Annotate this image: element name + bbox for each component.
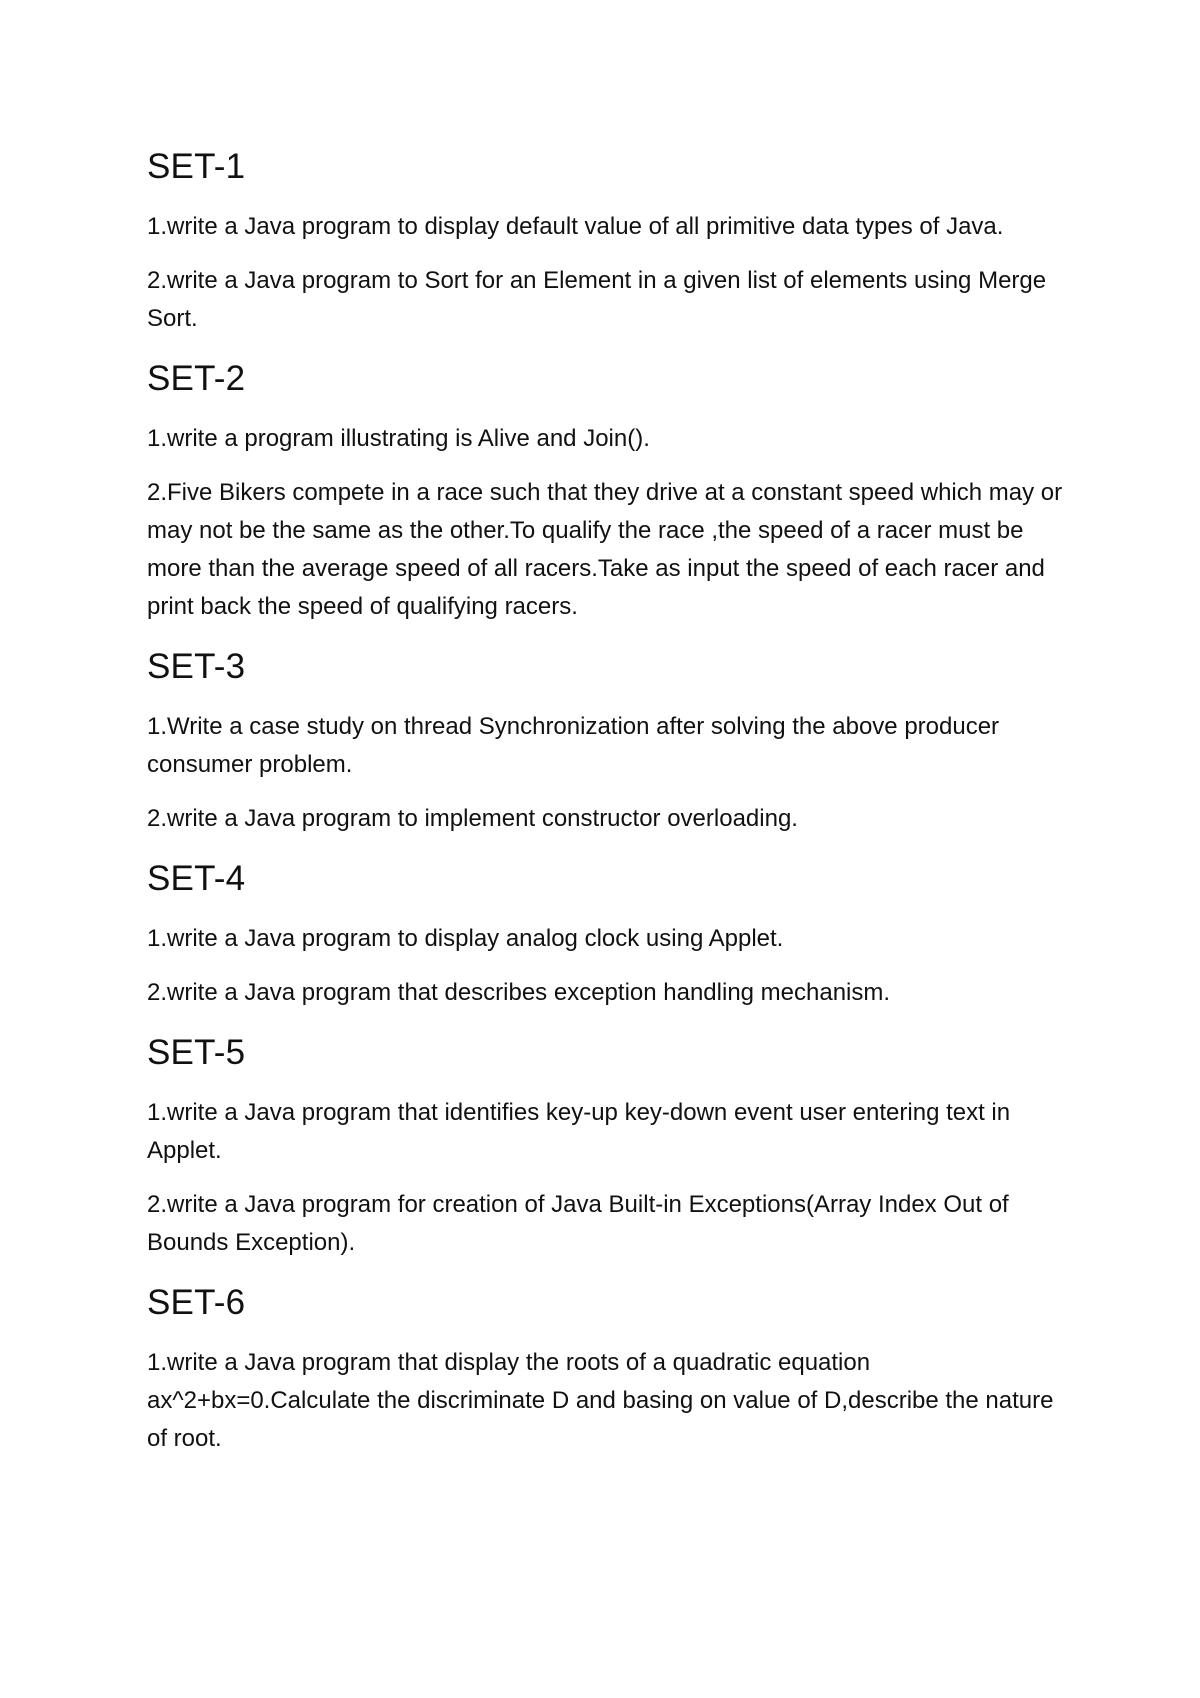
set-1-question-2: 2.write a Java program to Sort for an Element in a given list of elements using Merge Sort. bbox=[147, 267, 1047, 332]
set-3-question-2: 2.write a Java program to implement constructor overloading. bbox=[147, 805, 798, 832]
set-5-question-1: 1.write a Java program that identifies key-up key-down event user entering text in Applet. bbox=[147, 1099, 1011, 1164]
set-4-section bbox=[147, 858, 1077, 1012]
set-6-section bbox=[147, 1282, 1077, 1458]
set-5-question-2: 2.write a Java program for creation of Java Built-in Exceptions(Array Index Out of Bounds Exception). bbox=[147, 1191, 1009, 1256]
set-4-question-2: 2.write a Java program that describes exception handling mechanism. bbox=[147, 979, 891, 1006]
set-6-title: SET-6 bbox=[147, 1283, 246, 1322]
set-1-question-1: 1.write a Java program to display default value of all primitive data types of Java. bbox=[147, 213, 1004, 240]
set-3-section bbox=[147, 646, 1077, 838]
set-1-section bbox=[147, 146, 1077, 338]
document-page bbox=[147, 146, 1077, 1474]
set-2-section bbox=[147, 358, 1077, 626]
set-1-title: SET-1 bbox=[147, 147, 246, 186]
set-2-question-1: 1.write a program illustrating is Alive and Join(). bbox=[147, 425, 650, 452]
set-2-question-2: 2.Five Bikers compete in a race such that they drive at a constant speed which may or may not be the same as the other.To qualify the race ,the speed of a racer must be more than the average speed of all racers.Take as input the speed of each racer and print back the speed of qualifying racers. bbox=[147, 479, 1063, 620]
set-4-title: SET-4 bbox=[147, 859, 246, 898]
set-5-title: SET-5 bbox=[147, 1033, 246, 1072]
set-2-title: SET-2 bbox=[147, 359, 246, 398]
set-3-question-1: 1.Write a case study on thread Synchronization after solving the above producer consumer problem. bbox=[147, 713, 1000, 778]
set-5-section bbox=[147, 1032, 1077, 1262]
set-6-question-1: 1.write a Java program that display the roots of a quadratic equation ax^2+bx=0.Calculate the discriminate D and basing on value of D,describe the nature of root. bbox=[147, 1349, 1054, 1452]
set-3-title: SET-3 bbox=[147, 647, 246, 686]
set-4-question-1: 1.write a Java program to display analog clock using Applet. bbox=[147, 925, 784, 952]
